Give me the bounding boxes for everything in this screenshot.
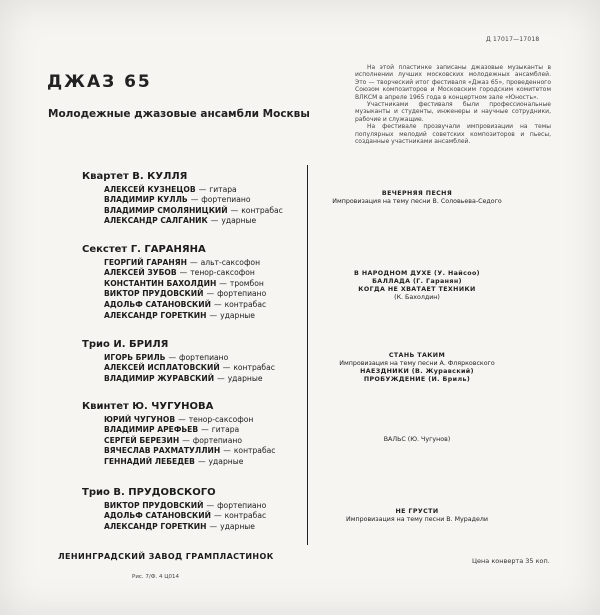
- member-name: СЕРГЕЙ БЕРЕЗИН: [104, 435, 180, 445]
- member-row: ВИКТОР ПРУДОВСКИЙ — фортепиано: [104, 289, 267, 299]
- member-role: альт-саксофон: [200, 257, 261, 267]
- member-name: ВЛАДИМИР КУЛЛЬ: [104, 195, 188, 205]
- member-row: ВЛАДИМИР КУЛЛЬ — фортепиано: [104, 195, 251, 205]
- member-name: ВИКТОР ПРУДОВСКИЙ: [104, 289, 204, 299]
- member-role: контрабас: [224, 511, 267, 521]
- track-block: [312, 508, 522, 524]
- member-name: ВЛАДИМИР АРЕФЬЕВ: [104, 425, 199, 435]
- price-note: Цена конверта 35 коп.: [472, 557, 550, 565]
- member-row: ВЛАДИМИР ЖУРАВСКИЙ — ударные: [104, 373, 263, 383]
- member-name: ВЛАДИМИР СМОЛЯНИЦКИЙ: [104, 205, 228, 215]
- ensemble-title: Трио В. ПРУДОВСКОГО: [82, 487, 216, 498]
- track-block: [312, 190, 522, 206]
- ensemble-title: Квинтет Ю. ЧУГУНОВА: [82, 401, 214, 412]
- track-title: НЕ ГРУСТИ: [395, 508, 439, 515]
- track-note: Импровизация на тему песни В. Соловьева-Седого: [332, 198, 502, 205]
- member-name: ЮРИЙ ЧУГУНОВ: [104, 414, 176, 424]
- member-name: АЛЕКСАНДР ГОРЕТКИН: [104, 521, 207, 531]
- member-row: ГЕННАДИЙ ЛЕБЕДЕВ — ударные: [104, 456, 244, 466]
- member-role: фортепиано: [179, 352, 229, 362]
- album-title: ДЖАЗ 65: [47, 72, 152, 92]
- ensemble-title: Секстет Г. ГАРАНЯНА: [82, 244, 206, 255]
- track-block: [312, 352, 522, 384]
- member-name: АЛЕКСАНДР САЛГАНИК: [104, 216, 208, 226]
- member-role: фортепиано: [217, 289, 267, 299]
- member-role: тенор-саксофон: [188, 414, 254, 424]
- ensemble-kull: [82, 172, 302, 227]
- member-role: контрабас: [224, 299, 267, 309]
- print-note: Рис. 7/Ф. 4 Ц014: [132, 574, 180, 580]
- track-block: [312, 270, 522, 302]
- member-role: фортепиано: [192, 435, 242, 445]
- track-title: ВЕЧЕРНЯЯ ПЕСНЯ: [381, 190, 453, 197]
- member-name: ГЕННАДИЙ ЛЕБЕДЕВ: [104, 456, 195, 466]
- member-role: ударные: [221, 216, 257, 226]
- member-name: АДОЛЬФ САТАНОВСКИЙ: [104, 511, 211, 521]
- ensemble-title: Трио И. БРИЛЯ: [82, 339, 169, 350]
- member-role: тромбон: [229, 278, 264, 288]
- ensemble-garanyan: [82, 245, 302, 321]
- track-title: ПРОБУЖДЕНИЕ (И. Бриль): [363, 376, 471, 383]
- member-row: АЛЕКСЕЙ ИСПЛАТОВСКИЙ — контрабас: [104, 363, 275, 373]
- member-row: АЛЕКСАНДР САЛГАНИК — ударные: [104, 216, 257, 226]
- track-note: Импровизация на тему песни А. Флярковского: [339, 360, 495, 367]
- track-title: ВАЛЬС (Ю. Чугунов): [383, 436, 451, 443]
- catalog-number: Д 17017—17018: [486, 36, 540, 43]
- member-row: ИГОРЬ БРИЛЬ — фортепиано: [104, 352, 229, 362]
- member-row: СЕРГЕЙ БЕРЕЗИН — фортепиано: [104, 435, 242, 445]
- member-row: ЮРИЙ ЧУГУНОВ — тенор-саксофон: [104, 414, 254, 424]
- track-title: БАЛЛАДА (Г. Гаранян): [372, 278, 462, 285]
- factory-name: ЛЕНИНГРАДСКИЙ ЗАВОД ГРАМПЛАСТИНОК: [58, 552, 274, 561]
- member-row: ВЯЧЕСЛАВ РАХМАТУЛЛИН — контрабас: [104, 446, 276, 456]
- ensemble-title: Квартет В. КУЛЛЯ: [82, 171, 188, 182]
- member-name: АЛЕКСЕЙ КУЗНЕЦОВ: [104, 184, 196, 194]
- member-row: АЛЕКСЕЙ ЗУБОВ — тенор-саксофон: [104, 268, 255, 278]
- track-note: Импровизация на тему песни В. Мурадели: [346, 516, 488, 523]
- member-role: ударные: [227, 373, 263, 383]
- member-name: ГЕОРГИЙ ГАРАНЯН: [104, 257, 187, 267]
- ensemble-bril: [82, 340, 302, 384]
- member-row: АДОЛЬФ САТАНОВСКИЙ — контрабас: [104, 511, 267, 521]
- member-role: ударные: [220, 521, 255, 531]
- member-role: фортепиано: [217, 500, 267, 510]
- member-name: КОНСТАНТИН БАХОЛДИН: [104, 278, 217, 288]
- member-name: ИГОРЬ БРИЛЬ: [104, 352, 166, 362]
- intro-paragraph: На фестивале прозвучали импровизации на темы популярных мелодий советских композиторов и пьесы, созданные участниками ансамблей.: [355, 123, 551, 146]
- member-row: АЛЕКСАНДР ГОРЕТКИН — ударные: [104, 521, 255, 531]
- member-row: ВИКТОР ПРУДОВСКИЙ — фортепиано: [104, 500, 267, 510]
- member-name: ВЛАДИМИР ЖУРАВСКИЙ: [104, 373, 215, 383]
- member-row: АЛЕКСЕЙ КУЗНЕЦОВ — гитара: [104, 184, 237, 194]
- track-title: В НАРОДНОМ ДУХЕ (У. Найсоо): [354, 270, 480, 277]
- member-role: гитара: [209, 184, 237, 194]
- track-title: НАЕЗДНИКИ (В. Журавский): [360, 368, 474, 375]
- track-title: СТАНЬ ТАКИМ: [388, 352, 446, 359]
- member-role: тенор-саксофон: [190, 268, 255, 278]
- member-row: ВЛАДИМИР СМОЛЯНИЦКИЙ — контрабас: [104, 205, 283, 215]
- member-name: АЛЕКСЕЙ ИСПЛАТОВСКИЙ: [104, 363, 220, 373]
- member-role: контрабас: [233, 363, 275, 373]
- track-block: [312, 436, 522, 444]
- member-role: контрабас: [241, 205, 283, 215]
- track-note: (К. Бахолдин): [394, 294, 440, 301]
- ensemble-chugunov: [82, 402, 302, 468]
- member-role: ударные: [208, 456, 244, 466]
- intro-paragraph: Участниками фестиваля были профессиональные музыканты и студенты, инженеры и научные сотрудники, рабочие и служащие.: [355, 101, 551, 123]
- track-title: КОГДА НЕ ХВАТАЕТ ТЕХНИКИ: [358, 286, 476, 293]
- member-role: гитара: [211, 425, 240, 435]
- member-role: контрабас: [233, 446, 276, 456]
- member-row: ГЕОРГИЙ ГАРАНЯН — альт-саксофон: [104, 257, 261, 267]
- member-name: ВЯЧЕСЛАВ РАХМАТУЛЛИН: [104, 446, 221, 456]
- intro-text: [355, 64, 551, 145]
- album-subtitle: Молодежные джазовые ансамбли Москвы: [48, 108, 310, 120]
- intro-paragraph: На этой пластинке записаны джазовые музыканты в исполнении лучших московских молодежных ансамблей. Это — творческий итог фестиваля «Джаз 65», проведенного Союзом композиторов и Московским городским комитетом ВЛКСМ в апреле 1965 года в концертном зале «Юность».: [355, 64, 551, 101]
- member-role: фортепиано: [201, 195, 251, 205]
- member-row: ВЛАДИМИР АРЕФЬЕВ — гитара: [104, 425, 240, 435]
- member-row: АЛЕКСАНДР ГОРЕТКИН — ударные: [104, 310, 255, 320]
- member-row: КОНСТАНТИН БАХОЛДИН — тромбон: [104, 278, 264, 288]
- ensemble-prudovsky: [82, 488, 302, 532]
- member-name: АЛЕКСЕЙ ЗУБОВ: [104, 268, 177, 278]
- member-name: АДОЛЬФ САТАНОВСКИЙ: [104, 299, 211, 309]
- member-name: ВИКТОР ПРУДОВСКИЙ: [104, 500, 204, 510]
- member-row: АДОЛЬФ САТАНОВСКИЙ — контрабас: [104, 299, 267, 309]
- member-name: АЛЕКСАНДР ГОРЕТКИН: [104, 310, 207, 320]
- member-role: ударные: [220, 310, 255, 320]
- divider-line: [307, 165, 308, 545]
